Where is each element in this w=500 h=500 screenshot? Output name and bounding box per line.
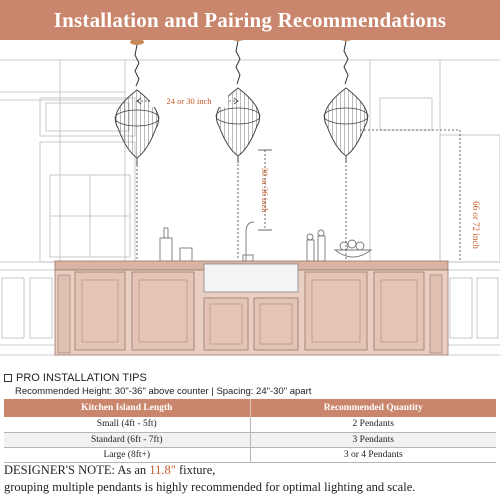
table-cell: 3 or 4 Pendants <box>250 447 496 462</box>
note-prefix: DESIGNER'S NOTE: As an <box>4 463 150 477</box>
table-row <box>4 447 496 462</box>
header-recommended-quantity: Recommended Quantity <box>250 399 496 417</box>
recommendation-table <box>4 399 496 463</box>
table-row <box>4 432 496 447</box>
tips-heading-text: PRO INSTALLATION TIPS <box>16 372 147 384</box>
designer-note <box>4 462 498 496</box>
table-cell: Large (8ft+) <box>4 447 250 462</box>
header-island-length: Kitchen Island Length <box>4 399 250 417</box>
note-size-suffix: fixture, <box>175 463 216 477</box>
table-cell: Standard (6ft - 7ft) <box>4 432 250 447</box>
dimension-lines <box>137 98 460 262</box>
drop-label: 30 or 36 inch <box>260 167 270 213</box>
kitchen-island <box>55 261 448 355</box>
counter-decor <box>160 222 371 261</box>
note-size: 11.8" <box>149 463 176 477</box>
table-row <box>4 417 496 432</box>
note-line2: grouping multiple pendants is highly recommended for optimal lighting and scale. <box>4 480 416 494</box>
tips-heading <box>4 372 147 384</box>
table-header-row <box>4 399 496 417</box>
pendant-right <box>324 40 368 163</box>
header-banner <box>0 0 500 40</box>
table-cell: Small (4ft - 5ft) <box>4 417 250 432</box>
tips-subtext: Recommended Height: 30"-36" above counter | Spacing: 24"-30" apart <box>15 386 312 397</box>
page-title: Installation and Pairing Recommendations <box>53 7 447 32</box>
spacing-label: 24 or 30 inch <box>166 96 212 106</box>
height-label: 66 or 72 inch <box>471 201 481 249</box>
kitchen-illustration <box>0 40 500 367</box>
table-cell: 3 Pendants <box>250 432 496 447</box>
checkbox-icon <box>4 374 12 382</box>
table-cell: 2 Pendants <box>250 417 496 432</box>
